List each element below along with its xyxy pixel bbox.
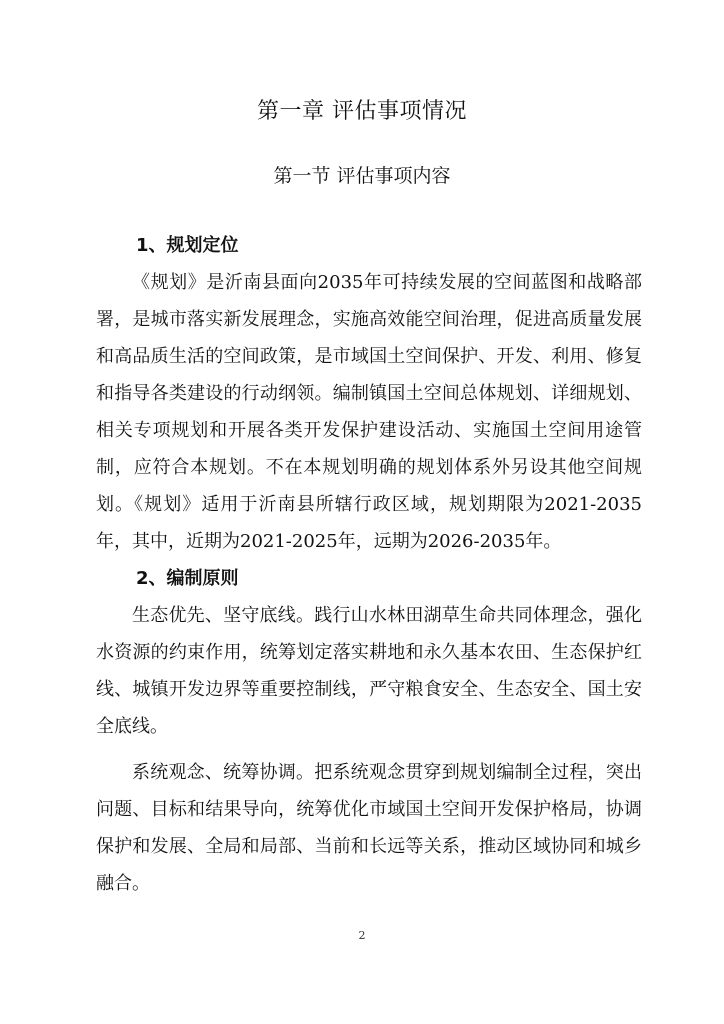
paragraph-systematic-coordination: 系统观念、统筹协调。把系统观念贯穿到规划编制全过程，突出问题、目标和结果导向，统筹优化市域国土空间开发保护格局，协调保护和发展、全局和局部、当前和长远等关系，推动区域协同和城乡融合。 (96, 762, 642, 894)
paragraph-planning-positioning: 《规划》是沂南县面向2035年可持续发展的空间蓝图和战略部署，是城市落实新发展理念，实施高效能空间治理，促进高质量发展和高品质生活的空间政策，是市域国土空间保护、开发、利用、修复和指导各类建设的行动纲领。编制镇国土空间总体规划、详细规划、相关专项规划和开展各类开发保护建设活动、实施国土空间用途管制，应符合本规划。不在本规划明确的规划体系外另设其他空间规划。《规划》适用于沂南县所辖行政区域，规划期限为2021-2035年，其中，近期为2021-2025年，远期为2026-2035年。 (96, 272, 642, 552)
paragraph-ecology-first: 生态优先、坚守底线。践行山水林田湖草生命共同体理念，强化水资源的约束作用，统筹划定落实耕地和永久基本农田、生态保护红线、城镇开发边界等重要控制线，严守粮食安全、生态安全、国土安全底线。 (96, 605, 642, 737)
section-title: 第一节 评估事项内容 (273, 165, 451, 187)
page-number: 2 (358, 929, 366, 942)
heading-compilation-principles: 2、编制原则 (136, 568, 239, 589)
heading-planning-positioning: 1、规划定位 (136, 235, 239, 256)
chapter-title: 第一章 评估事项情况 (257, 99, 467, 124)
body-content (96, 227, 642, 902)
